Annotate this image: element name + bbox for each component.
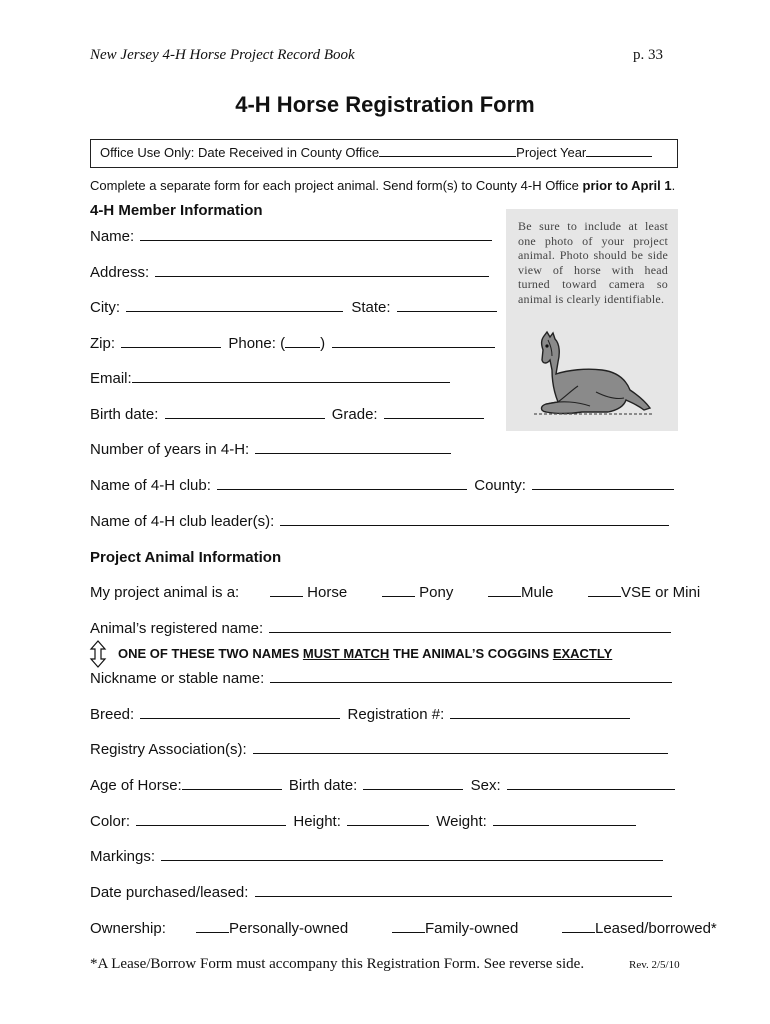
office-use-row: [100, 145, 652, 160]
type-mule-label: Mule: [521, 584, 554, 601]
page-number: p. 33: [633, 47, 663, 63]
warning-must-match: MUST MATCH: [302, 646, 390, 661]
city-field[interactable]: [126, 310, 343, 312]
grade-field[interactable]: [384, 417, 484, 419]
age-row: [90, 777, 675, 794]
office-date-label: Office Use Only: Date Received in County Office: [100, 145, 380, 160]
instructions: [90, 178, 675, 193]
age-label: Age of Horse:: [90, 777, 182, 794]
type-pony-label: Pony: [419, 584, 454, 601]
warning-exactly: EXACTLY: [552, 646, 613, 661]
name-field[interactable]: [140, 239, 492, 241]
registration-field[interactable]: [450, 717, 630, 719]
state-label: State:: [351, 299, 391, 316]
email-row: [90, 370, 450, 387]
horse-birth-date-field[interactable]: [363, 788, 463, 790]
years-row: [90, 441, 451, 458]
phone-area-field[interactable]: [285, 346, 320, 348]
breed-label: Breed:: [90, 706, 135, 723]
horse-birth-date-label: Birth date:: [288, 777, 358, 794]
state-field[interactable]: [397, 310, 497, 312]
zip-row: [90, 335, 495, 352]
owner-personal-field[interactable]: [196, 931, 229, 933]
zip-label: Zip:: [90, 335, 116, 352]
office-date-field[interactable]: [379, 155, 516, 157]
city-row: [90, 299, 497, 316]
owner-personal[interactable]: [196, 920, 348, 937]
owner-leased[interactable]: [562, 920, 717, 937]
birth-date-field[interactable]: [165, 417, 325, 419]
color-field[interactable]: [136, 824, 286, 826]
age-field[interactable]: [182, 788, 282, 790]
type-horse-label: Horse: [307, 584, 348, 601]
horse-icon: [526, 330, 654, 418]
office-year-label: Project Year: [516, 145, 587, 160]
birth-row: [90, 406, 484, 423]
leader-label: Name of 4-H club leader(s):: [90, 513, 275, 530]
height-field[interactable]: [347, 824, 429, 826]
type-horse-field[interactable]: [270, 595, 303, 597]
weight-field[interactable]: [493, 824, 636, 826]
zip-field[interactable]: [121, 346, 221, 348]
phone-close: ): [320, 335, 326, 352]
owner-family[interactable]: [392, 920, 518, 937]
type-pony-field[interactable]: [382, 595, 415, 597]
name-row: [90, 228, 492, 245]
nickname-label: Nickname or stable name:: [90, 670, 265, 687]
warning-mid: THE ANIMAL’S COGGINS: [389, 646, 553, 661]
revision: Rev. 2/5/10: [629, 959, 680, 971]
member-heading: 4-H Member Information: [90, 202, 263, 219]
birth-date-label: Birth date:: [90, 406, 159, 423]
animal-heading: Project Animal Information: [90, 549, 282, 566]
club-field[interactable]: [217, 488, 467, 490]
county-field[interactable]: [532, 488, 674, 490]
purchased-label: Date purchased/leased:: [90, 884, 249, 901]
years-field[interactable]: [255, 452, 451, 454]
lease-note: *A Lease/Borrow Form must accompany this Registration Form. See reverse side.: [90, 956, 585, 972]
registered-name-field[interactable]: [269, 631, 671, 633]
animal-type-label: My project animal is a:: [90, 584, 240, 601]
address-row: [90, 264, 489, 281]
photo-note: Be sure to include at least one photo of your project animal. Photo should be side view of horse with head turned toward camera so animal is clearly identifiable.: [518, 219, 668, 306]
purchased-row: [90, 884, 672, 901]
instructions-end: .: [671, 178, 676, 193]
nickname-row: [90, 670, 672, 687]
type-mini-label: VSE or Mini: [621, 584, 701, 601]
purchased-field[interactable]: [255, 895, 672, 897]
double-arrow-icon: [89, 640, 107, 668]
nickname-field[interactable]: [270, 681, 672, 683]
owner-personal-label: Personally-owned: [229, 920, 349, 937]
page-title: 4-H Horse Registration Form: [235, 92, 535, 117]
registration-label: Registration #:: [347, 706, 445, 723]
height-label: Height:: [293, 813, 341, 830]
grade-label: Grade:: [331, 406, 378, 423]
registry-label: Registry Association(s):: [90, 741, 247, 758]
warning-pre: ONE OF THESE TWO NAMES: [118, 646, 303, 661]
color-row: [90, 813, 636, 830]
phone-label: Phone: (: [228, 335, 286, 352]
owner-leased-field[interactable]: [562, 931, 595, 933]
book-title: New Jersey 4-H Horse Project Record Book: [90, 47, 355, 63]
ownership-label: Ownership:: [90, 920, 166, 937]
registry-row: [90, 741, 668, 758]
type-mule[interactable]: [488, 584, 554, 601]
registry-field[interactable]: [253, 752, 668, 754]
coggins-warning: [118, 646, 612, 661]
email-field[interactable]: [132, 381, 450, 383]
type-mule-field[interactable]: [488, 595, 521, 597]
type-pony[interactable]: [382, 584, 453, 601]
city-label: City:: [90, 299, 120, 316]
registered-name-label: Animal’s registered name:: [90, 620, 264, 637]
markings-field[interactable]: [161, 859, 663, 861]
color-label: Color:: [90, 813, 131, 830]
address-label: Address:: [90, 264, 150, 281]
club-row: [90, 477, 674, 494]
phone-field[interactable]: [332, 346, 495, 348]
sex-field[interactable]: [507, 788, 675, 790]
instructions-text: Complete a separate form for each project animal. Send form(s) to County 4-H Office: [90, 178, 583, 193]
markings-row: [90, 848, 663, 865]
owner-family-label: Family-owned: [425, 920, 519, 937]
instructions-deadline: prior to April 1: [582, 178, 672, 193]
office-year-field[interactable]: [586, 155, 652, 157]
leader-field[interactable]: [280, 524, 669, 526]
owner-family-field[interactable]: [392, 931, 425, 933]
sex-label: Sex:: [470, 777, 501, 794]
leader-row: [90, 513, 669, 530]
registered-name-row: [90, 620, 671, 637]
years-label: Number of years in 4-H:: [90, 441, 250, 458]
email-label: Email:: [90, 370, 132, 387]
breed-field[interactable]: [140, 717, 340, 719]
markings-label: Markings:: [90, 848, 156, 865]
name-label: Name:: [90, 228, 135, 245]
club-label: Name of 4-H club:: [90, 477, 211, 494]
type-horse[interactable]: [270, 584, 347, 601]
breed-row: [90, 706, 630, 723]
county-label: County:: [474, 477, 526, 494]
type-mini[interactable]: [588, 584, 700, 601]
owner-leased-label: Leased/borrowed*: [595, 920, 717, 937]
type-mini-field[interactable]: [588, 595, 621, 597]
weight-label: Weight:: [436, 813, 487, 830]
address-field[interactable]: [155, 275, 489, 277]
